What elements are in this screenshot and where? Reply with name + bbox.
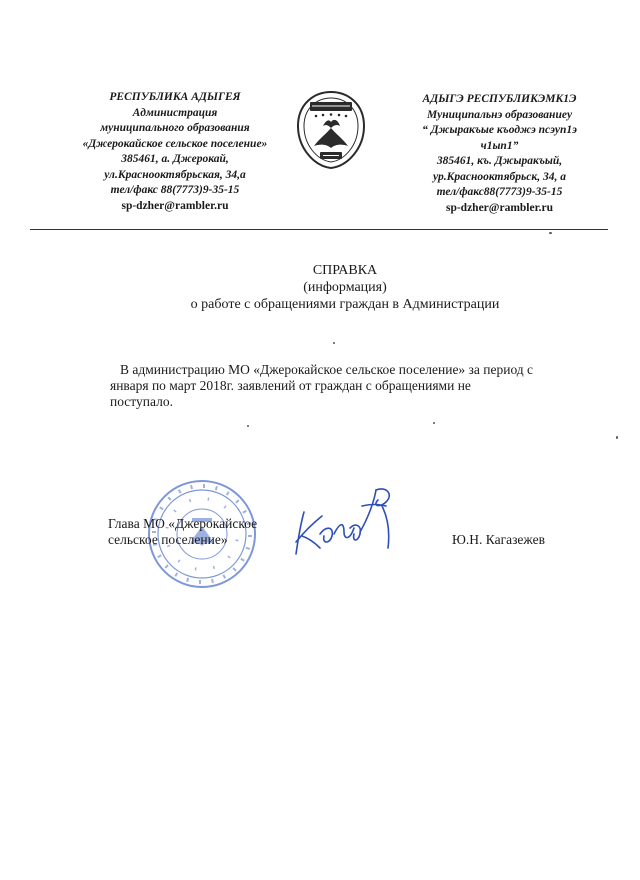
title-subject: о работе с обращениями граждан в Администрации [190, 297, 500, 312]
position-line: сельское поселение» [108, 532, 228, 547]
header-left-line: ул.Краснооктябрьская, 34,а [104, 168, 246, 181]
coat-of-arms-icon [290, 86, 372, 172]
body-line: В администрацию МО «Джерокайское сельское поселение» за период с [120, 362, 534, 377]
scan-speck [616, 436, 618, 439]
scan-speck [433, 422, 435, 424]
body-line: января по март 2018г. заявлений от граждан с обращениями не [110, 378, 471, 393]
header-left-line: муниципального образования [100, 122, 250, 134]
header-left-line: Администрация [132, 106, 218, 119]
handwritten-signature-icon [290, 482, 408, 560]
header-right-line: ч1ып1” [480, 139, 519, 152]
scan-speck [333, 342, 335, 344]
position-line: Глава МО «Джерокайское [108, 516, 258, 531]
header-left-block [70, 90, 280, 214]
signatory-position [108, 516, 308, 548]
header-right-line: ур.Краснооктябрьск, 34, а [433, 170, 566, 183]
header-divider [30, 229, 608, 230]
scan-speck [247, 425, 249, 427]
header-right-email: sp-dzher@rambler.ru [445, 201, 554, 214]
header-right-block [392, 92, 607, 216]
header-left-line: «Джерокайское сельское поселение» [82, 137, 268, 150]
body-paragraph [110, 362, 580, 410]
header-right-line: тел/факс88(7773)9-35-15 [436, 186, 563, 198]
signatory-name: Ю.Н. Кагазежев [452, 532, 545, 547]
body-line: поступало. [110, 394, 173, 409]
header-left-email: sp-dzher@rambler.ru [121, 199, 229, 212]
header-right-line: АДЫГЭ РЕСПУБЛИКЭМК1Э [422, 93, 577, 105]
document-title [150, 262, 540, 313]
header-right-line: Муниципальнэ образованиеу [426, 108, 573, 121]
title-main: СПРАВКА [312, 263, 378, 278]
header-right-line: “ Джыракъые къоджэ псэуп1э [422, 124, 577, 136]
title-sub: (информация) [303, 280, 387, 295]
scan-speck [549, 232, 552, 234]
header-right-line: 385461, къ. Джыракъый, [436, 155, 563, 167]
header-left-line: 385461, а. Джерокай, [121, 153, 229, 165]
header-left-line: РЕСПУБЛИКА АДЫГЕЯ [109, 91, 241, 103]
header-left-line: тел/факс 88(7773)9-35-15 [110, 184, 240, 196]
